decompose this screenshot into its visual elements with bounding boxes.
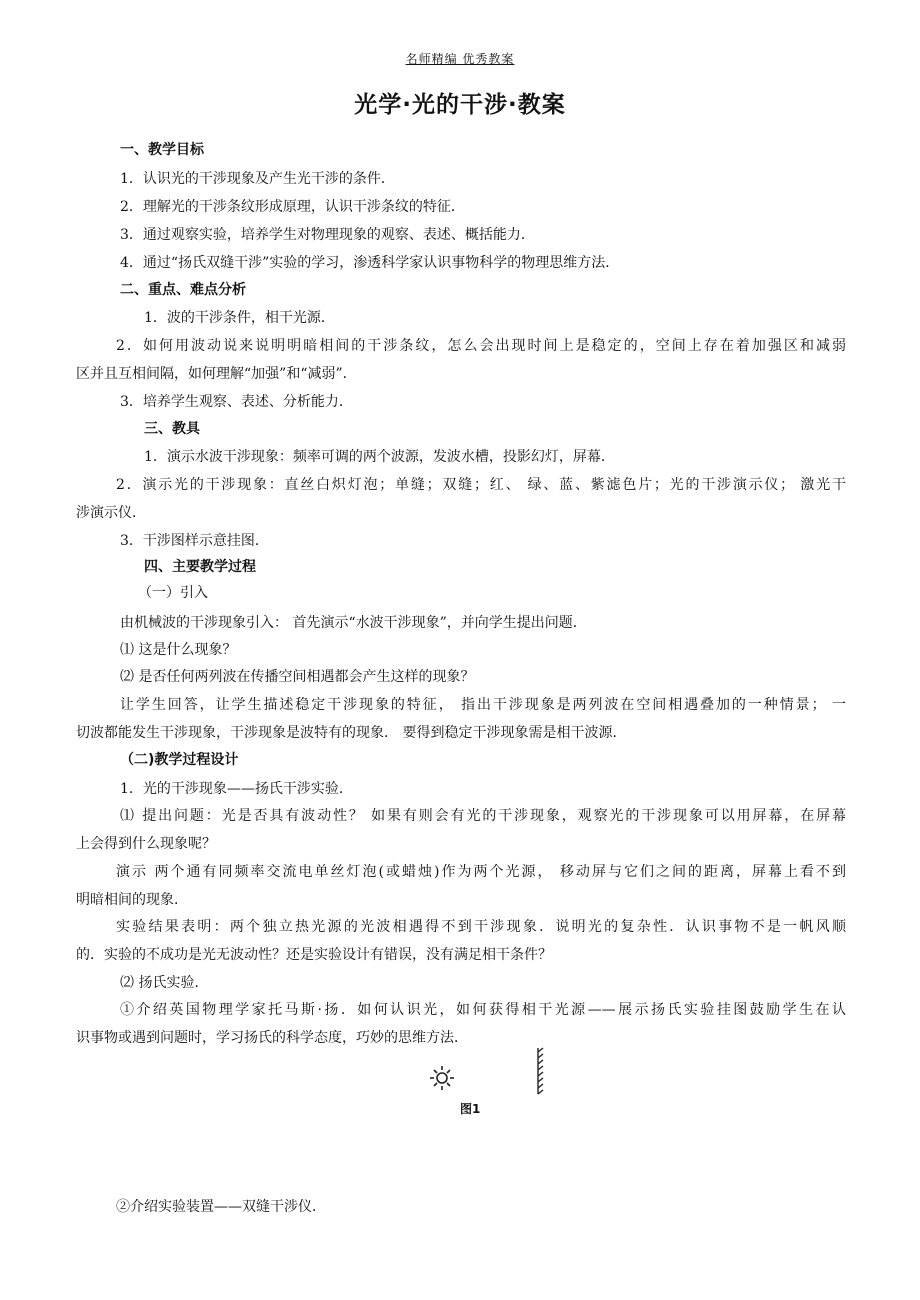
paragraph: 4．通过“扬氏双缝干涉”实验的学习，渗透科学家认识事物科学的物理思维方法． [120,255,620,271]
paragraph: 2．如何用波动说来说明明暗相间的干涉条纹，怎么会出现时间上是稳定的，空间上存在着加强区和减弱 [116,338,846,354]
document-title: 光学·光的干涉·教案 [354,92,566,118]
paragraph: 3．干涉图样示意挂图． [120,533,269,549]
paragraph: ⑵ 扬氏实验． [120,975,209,991]
paragraph-continuation: 的．实验的不成功是光无波动性？还是实验设计有错误，没有满足相干条件？ [76,947,552,963]
paragraph: 由机械波的干涉现象引入： 首先演示“水波干涉现象”，并向学生提出问题． [120,615,587,631]
question-item: ⑴ 这是什么现象？ [120,642,237,658]
paragraph: 3．培养学生观察、表述、分析能力． [120,394,353,410]
paragraph: ①介绍英国物理学家托马斯·扬．如何认识光，如何获得相干光源——展示扬氏实验挂图鼓励学生在认 [120,1002,846,1018]
paragraph-continuation: 上会得到什么现象呢？ [76,836,216,852]
paragraph: 1．演示水波干涉现象：频率可调的两个波源，发波水槽，投影幻灯，屏幕． [144,449,615,465]
question-item: ⑵ 是否任何两列波在传播空间相遇都会产生这样的现象？ [120,669,475,685]
light-source-icon [430,1066,454,1090]
paragraph-continuation: 识事物或遇到问题时，学习扬氏的科学态度，巧妙的思维方法． [76,1030,468,1046]
paragraph: 实验结果表明：两个独立热光源的光波相遇得不到干涉现象．说明光的复杂性．认识事物不是一帆风顺 [116,919,846,935]
page-header: 名师精编 优秀教案 [405,52,515,66]
subsection-heading-design: （二)教学过程设计 [120,752,239,768]
section-heading-equipment: 三、教具 [144,421,200,437]
paragraph: 1．认识光的干涉现象及产生光干涉的条件． [120,171,395,187]
paragraph: ②介绍实验装置——双缝干涉仪． [116,1199,326,1215]
paragraph-continuation: 明暗相间的现象． [76,892,188,908]
paragraph-continuation: 区并且互相间隔，如何理解“加强”和“减弱”． [76,366,357,382]
paragraph: 2．演示光的干涉现象：直丝白炽灯泡；单缝；双缝；红、 绿、蓝、紫滤色片；光的干涉演示仪； 激光干 [116,477,846,493]
figure-caption: 图1 [460,1102,481,1116]
paragraph: 2．理解光的干涉条纹形成原理，认识干涉条纹的特征． [120,199,465,215]
paragraph-continuation: 切波都能发生干涉现象，干涉现象是波特有的现象． 要得到稳定干涉现象需是相干波源． [76,725,627,741]
section-heading-key-points: 二、重点、难点分析 [120,282,246,298]
screen-icon [538,1048,543,1094]
figure-1-diagram [420,1044,560,1124]
paragraph: 3．通过观察实验，培养学生对物理现象的观察、表述、概括能力． [120,227,535,243]
section-heading-process: 四、主要教学过程 [144,559,256,575]
section-heading-objectives: 一、教学目标 [120,142,204,158]
paragraph: 1．光的干涉现象——扬氏干涉实验． [120,781,353,797]
paragraph: ⑴ 提出问题：光是否具有波动性？ 如果有则会有光的干涉现象，观察光的干涉现象可以用屏幕，在屏幕 [120,808,846,824]
paragraph-continuation: 涉演示仪． [76,505,146,521]
paragraph: 1．波的干涉条件，相干光源． [144,310,335,326]
paragraph: 让学生回答，让学生描述稳定干涉现象的特征， 指出干涉现象是两列波在空间相遇叠加的一种情景； 一 [120,697,846,713]
subsection-heading-intro: （一）引入 [138,585,208,601]
paragraph: 演示 两个通有同频率交流电单丝灯泡(或蜡烛)作为两个光源， 移动屏与它们之间的距离，屏幕上看不到 [116,864,846,880]
